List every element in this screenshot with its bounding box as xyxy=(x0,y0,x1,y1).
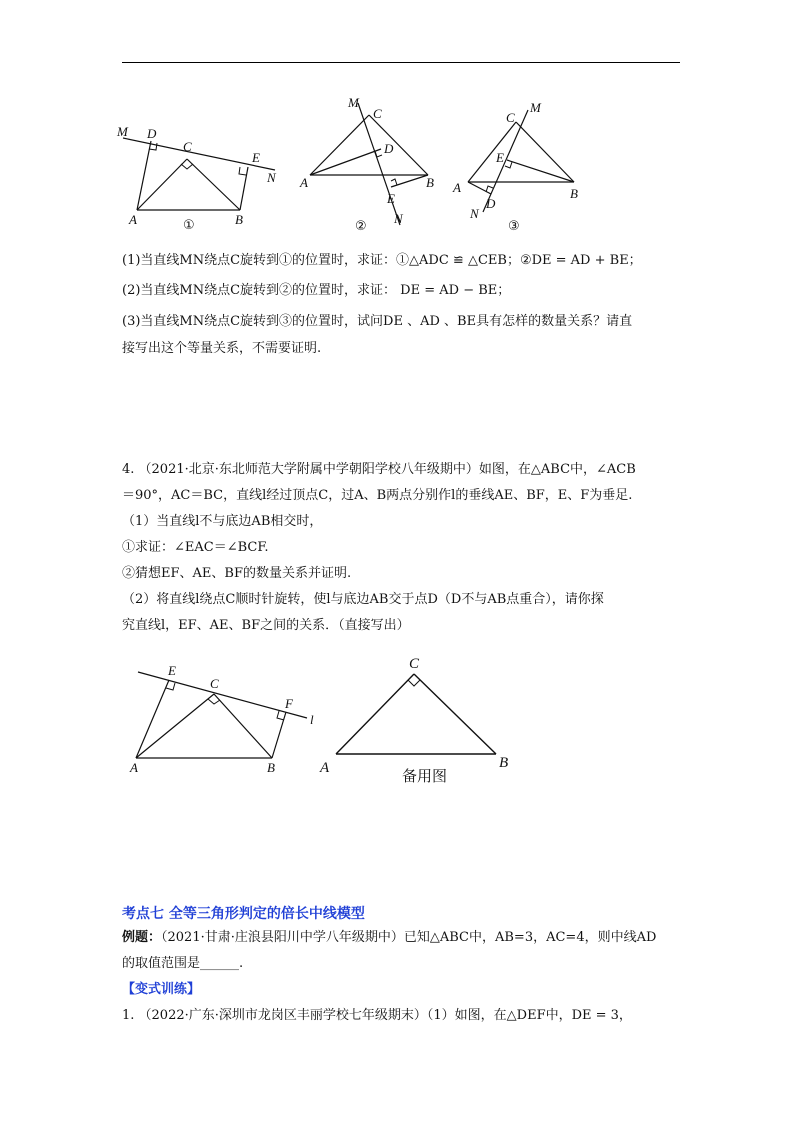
fig1-caption: ① xyxy=(183,218,195,233)
problem4-line1: 4. （2021·北京·东北师范大学附属中学朝阳学校八年级期中）如图，在△ABC中，∠ACB xyxy=(122,462,636,477)
fig5-caption: 备用图 xyxy=(402,767,448,785)
figure-2 xyxy=(296,95,446,235)
fig3-label-e: E xyxy=(496,150,504,165)
fig2-label-a: A xyxy=(300,175,308,190)
fig5-label-a: A xyxy=(320,760,330,776)
fig1-label-e: E xyxy=(252,150,260,165)
section-heading: 考点七 全等三角形判定的倍长中线模型 xyxy=(122,906,365,922)
fig3-label-d: D xyxy=(486,196,496,211)
fig1-label-d: D xyxy=(147,126,157,141)
figure-5-spare xyxy=(318,650,528,790)
fig2-caption: ② xyxy=(355,219,367,234)
example-line1 xyxy=(122,929,656,947)
fig3-label-b: B xyxy=(570,186,578,201)
fig4-label-a: A xyxy=(130,760,138,775)
fig4-label-f: F xyxy=(285,696,293,711)
example-line2: 的取值范围是______. xyxy=(122,956,244,971)
fig4-label-b: B xyxy=(267,760,275,775)
fig5-label-c: C xyxy=(409,656,420,672)
fig4-label-l: l xyxy=(310,712,314,727)
fig1-label-m: M xyxy=(117,124,128,139)
problem4-line5: ②猜想EF、AE、BF的数量关系并证明. xyxy=(122,566,352,581)
fig3-label-c: C xyxy=(506,110,515,125)
figure-1 xyxy=(115,120,285,233)
variant-label: 【变式训练】 xyxy=(122,982,201,997)
fig1-label-a: A xyxy=(129,212,137,227)
fig1-label-b: B xyxy=(235,212,243,227)
problem4-line3: （1）当直线l不与底边AB相交时， xyxy=(122,514,323,529)
fig4-label-c: C xyxy=(210,676,219,691)
problem3-part1: (1)当直线MN绕点C旋转到①的位置时，求证：①△ADC ≌ △CEB；②DE = AD + BE； xyxy=(122,253,642,268)
variant-item1: 1. （2022·广东·深圳市龙岗区丰丽学校七年级期末）（1）如图，在△DEF中，DE = 3， xyxy=(122,1008,632,1023)
problem4-line7: 究直线l，EF、AE、BF之间的关系．（直接写出） xyxy=(122,618,410,633)
fig2-label-b: B xyxy=(426,175,434,190)
figure-3 xyxy=(448,100,598,235)
fig4-label-e: E xyxy=(168,663,176,678)
problem4-line4: ①求证：∠EAC＝∠BCF. xyxy=(122,540,269,555)
problem3-part3-line1: (3)当直线MN绕点C旋转到③的位置时，试问DE 、AD 、BE具有怎样的数量关系？请直 xyxy=(122,314,633,329)
example-label: 例题： xyxy=(122,930,162,945)
fig1-label-n: N xyxy=(267,170,276,185)
fig5-label-b: B xyxy=(499,755,509,771)
fig3-caption: ③ xyxy=(508,219,520,234)
figure-4 xyxy=(122,660,332,780)
fig2-label-c: C xyxy=(373,106,382,121)
fig2-label-n: N xyxy=(394,211,403,226)
fig2-label-e: E xyxy=(387,191,395,206)
fig3-label-a: A xyxy=(453,180,461,195)
fig3-label-m: M xyxy=(530,100,541,115)
problem4-line2: ＝90°，AC＝BC，直线l经过顶点C，过A、B两点分别作l的垂线AE、BF，E、F为垂足. xyxy=(122,488,633,503)
problem3-part3-line2: 接写出这个等量关系，不需要证明. xyxy=(122,341,322,356)
top-rule xyxy=(122,62,680,63)
fig1-label-c: C xyxy=(183,139,192,154)
example-text: （2021·甘肃·庄浪县阳川中学八年级期中）已知△ABC中，AB=3，AC=4，则中线AD xyxy=(161,930,657,945)
problem4-line6: （2）将直线l绕点C顺时针旋转，使l与底边AB交于点D（D不与AB点重合），请你探 xyxy=(122,592,604,607)
fig2-label-m: M xyxy=(348,95,359,110)
fig3-label-n: N xyxy=(470,206,479,221)
problem3-part2: (2)当直线MN绕点C旋转到②的位置时，求证： DE = AD − BE； xyxy=(122,283,511,298)
fig2-label-d: D xyxy=(384,141,394,156)
